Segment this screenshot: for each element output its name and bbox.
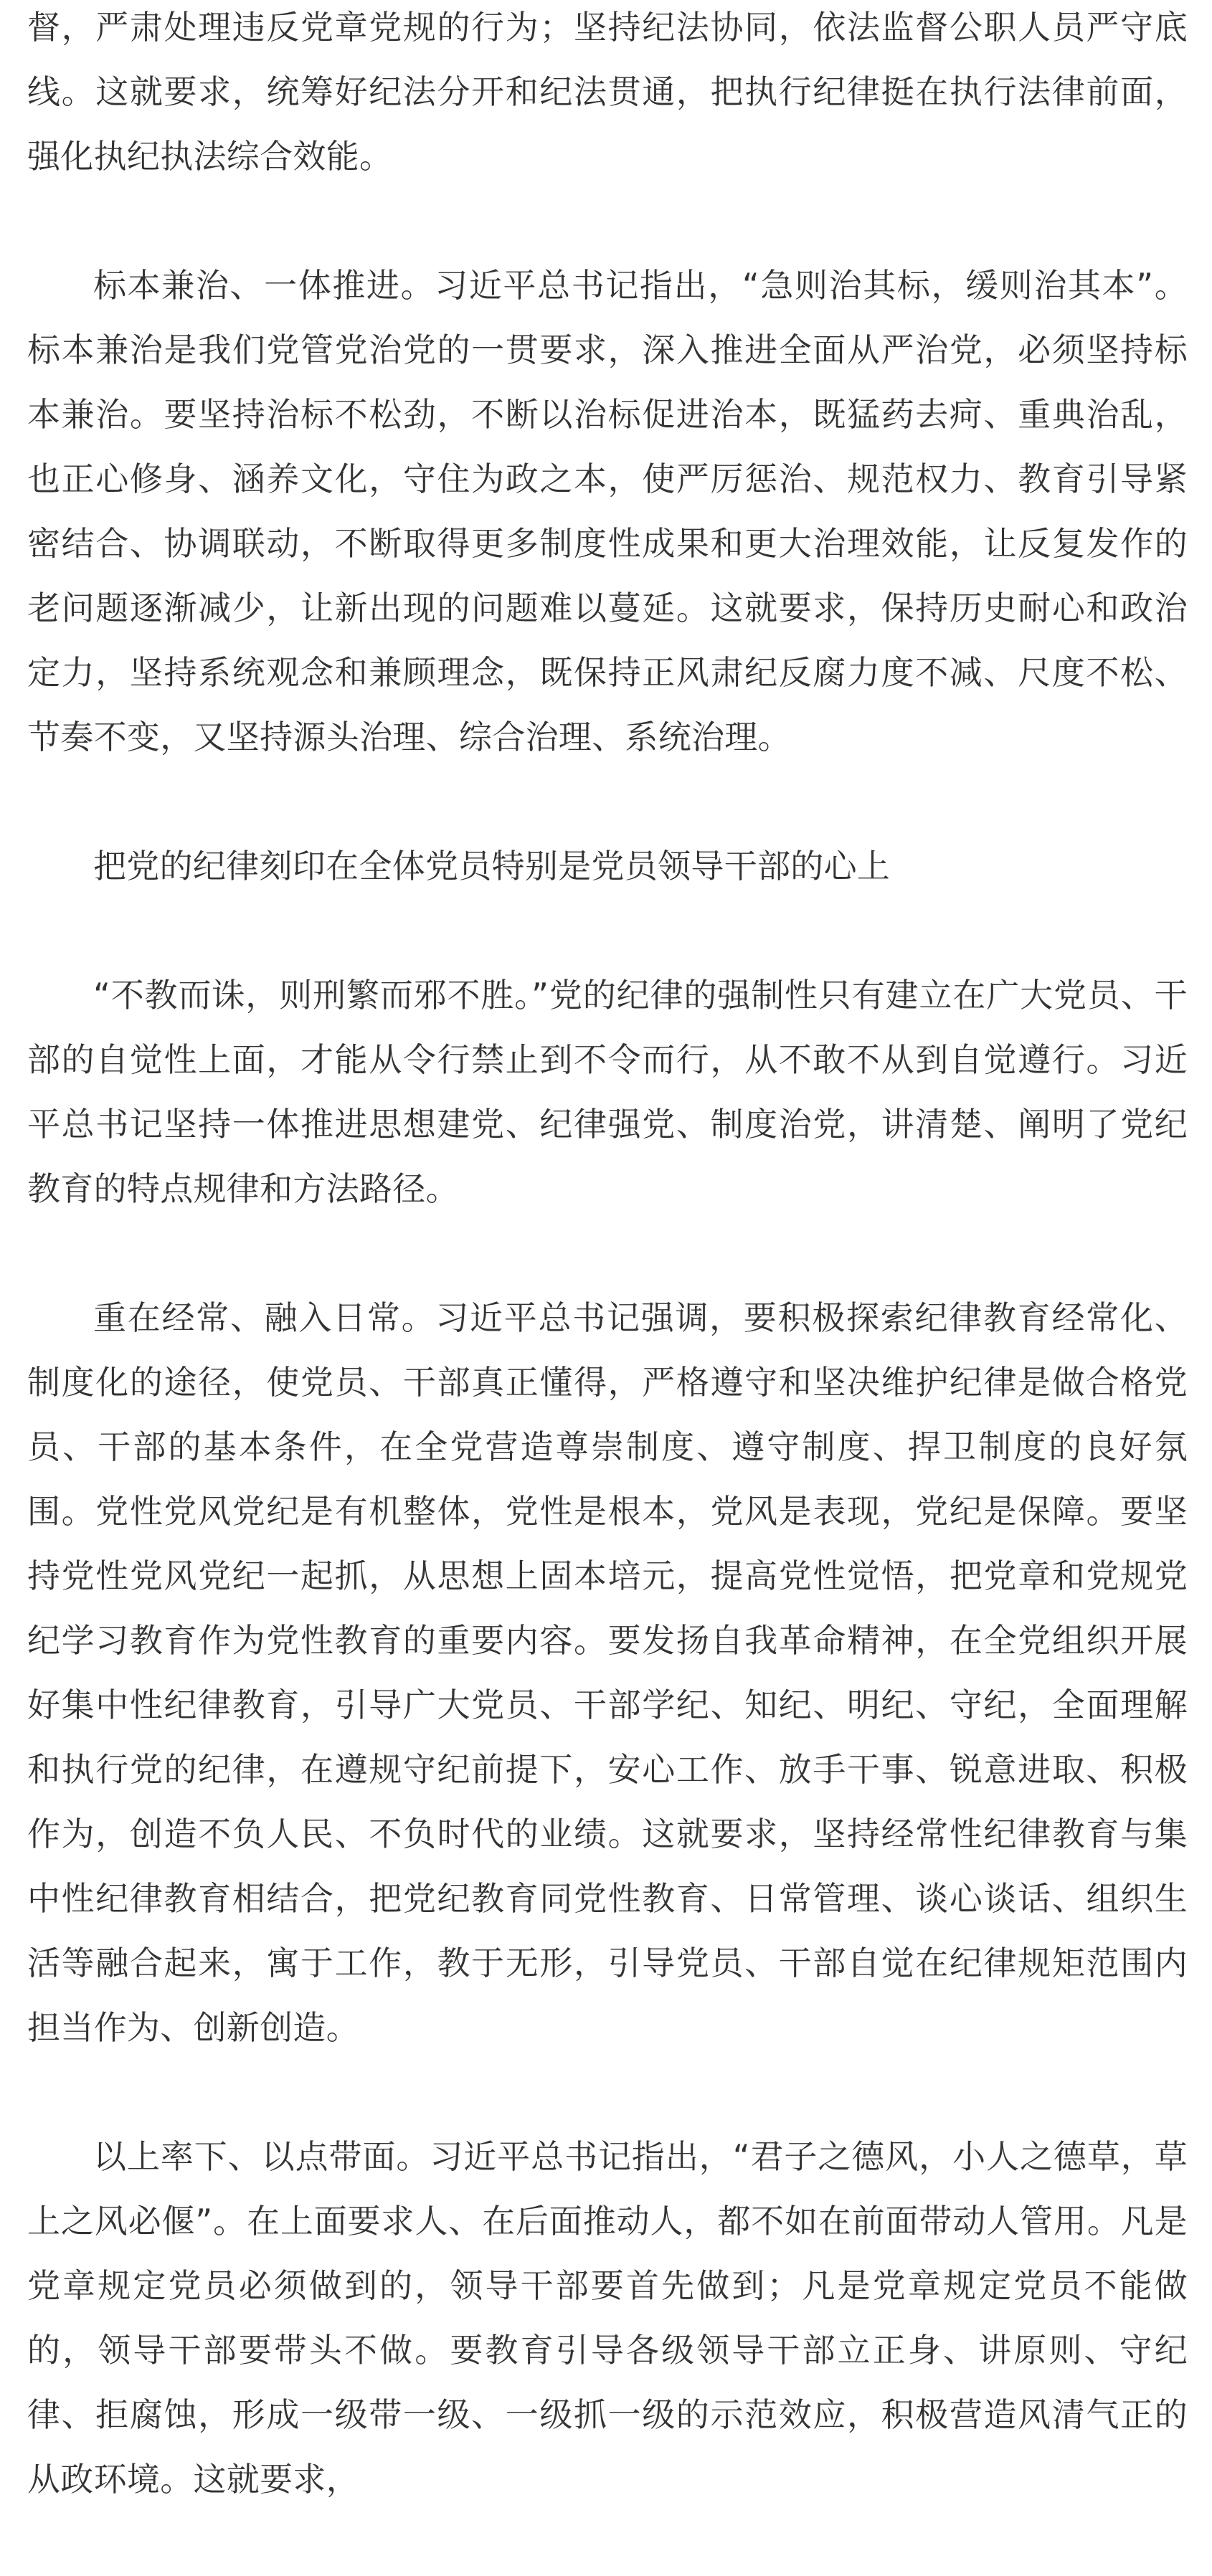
article-paragraph: 标本兼治、一体推进。习近平总书记指出，“急则治其标，缓则治其本”。标本兼治是我们党管党治党的一贯要求，深入推进全面从严治党，必须坚持标本兼治。要坚持治标不松劲，不断以治标促进治本，既猛药去疴、重典治乱，也正心修身、涵养文化，守住为政之本，使严厉惩治、规范权力、教育引导紧密结合、协调联动，不断取得更多制度性成果和更大治理效能，让反复发作的老问题逐渐减少，让新出现的问题难以蔓延。这就要求，保持历史耐心和政治定力，坚持系统观念和兼顾理念，既保持正风肃纪反腐力度不减、尺度不松、节奏不变，又坚持源头治理、综合治理、系统治理。 xyxy=(27,266,1188,756)
article-paragraph: 以上率下、以点带面。习近平总书记指出，“君子之德风，小人之德草，草上之风必偃”。在上面要求人、在后面推动人，都不如在前面带动人管用。凡是党章规定党员必须做到的，领导干部要首先做到；凡是党章规定党员不能做的，领导干部要带头不做。要教育引导各级领导干部立正身、讲原则、守纪律、拒腐蚀，形成一级带一级、一级抓一级的示范效应，积极营造风清气正的从政环境。这就要求， xyxy=(27,2137,1188,2499)
article-paragraph: “不教而诛，则刑繁而邪不胜。”党的纪律的强制性只有建立在广大党员、干部的自觉性上面，才能从令行禁止到不令而行，从不敢不从到自觉遵行。习近平总书记坚持一体推进思想建党、纪律强党、制度治党，讲清楚、阐明了党纪教育的特点规律和方法路径。 xyxy=(27,976,1188,1208)
article-paragraph: 重在经常、融入日常。习近平总书记强调，要积极探索纪律教育经常化、制度化的途径，使党员、干部真正懂得，严格遵守和坚决维护纪律是做合格党员、干部的基本条件，在全党营造尊崇制度、遵守制度、捍卫制度的良好氛围。党性党风党纪是有机整体，党性是根本，党风是表现，党纪是保障。要坚持党性党风党纪一起抓，从思想上固本培元，提高党性觉悟，把党章和党规党纪学习教育作为党性教育的重要内容。要发扬自我革命精神，在全党组织开展好集中性纪律教育，引导广大党员、干部学纪、知纪、明纪、守纪，全面理解和执行党的纪律，在遵规守纪前提下，安心工作、放手干事、锐意进取、积极作为，创造不负人民、不负时代的业绩。这就要求，坚持经常性纪律教育与集中性纪律教育相结合，把党纪教育同党性教育、日常管理、谈心谈话、组织生活等融合起来，寓于工作，教于无形，引导党员、干部自觉在纪律规矩范围内担当作为、创新创造。 xyxy=(27,1298,1188,2047)
section-heading: 把党的纪律刻印在全体党员特别是党员领导干部的心上 xyxy=(93,847,891,885)
article-paragraph: 督，严肃处理违反党章党规的行为；坚持纪法协同，依法监督公职人员严守底线。这就要求，统筹好纪法分开和纪法贯通，把执行纪律挺在执行法律前面，强化执纪执法综合效能。 xyxy=(27,8,1188,176)
article-body xyxy=(27,0,1188,2576)
